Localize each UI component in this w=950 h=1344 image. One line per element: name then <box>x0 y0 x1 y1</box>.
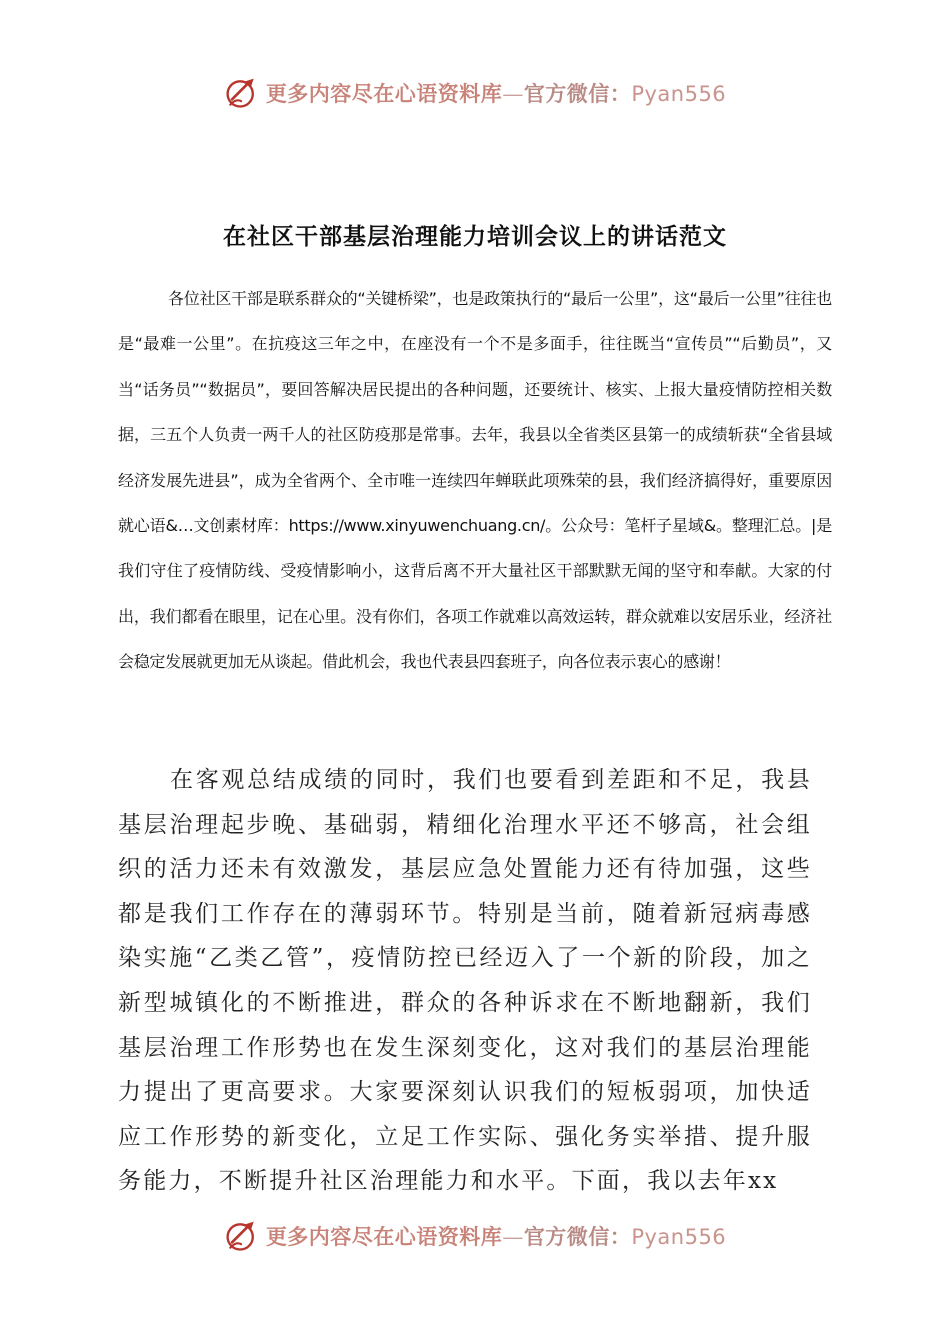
document-title: 在社区干部基层治理能力培训会议上的讲话范文 <box>223 224 727 250</box>
footer-brand: 更多内容尽在心语资料库 <box>265 1224 503 1249</box>
paragraph-1: 各位社区干部是联系群众的“关键桥梁”，也是政策执行的“最后一公里”，这“最后一公里”往往也是“最难一公里”。在抗疫这三年之中，在座没有一个不是多面手，往往既当“宣传员”“后勤员”，又当“话务员”“数据员”，要回答解决居民提出的各种问题，还要统计、核实、上报大量疫情防控相关数据，三五个人负责一两千人的社区防疫那是常事。去年，我县以全省类区县第一的成绩斩获“全省县域经济发展先进县”，成为全省两个、全市唯一连续四年蝉联此项殊荣的县，我们经济搞得好，重要原因就心语&…文创素材库：https://www.xinyuwenchuang.cn/。公众号：笔杆子星域&。整理汇总。|是我们守住了疫情防线、受疫情影响小，这背后离不开大量社区干部默默无闻的坚守和奉献。大家的付出，我们都看在眼里，记在心里。没有你们，各项工作就难以高效运转，群众就难以安居乐业，经济社会稳定发展就更加无从谈起。借此机会，我也代表县四套班子，向各位表示衷心的感谢！ <box>118 289 832 672</box>
footer-text <box>266 1221 726 1251</box>
paragraph-2: 在客观总结成绩的同时，我们也要看到差距和不足，我县基层治理起步晚、基础弱，精细化治理水平还不够高，社会组织的活力还未有效激发，基层应急处置能力还有待加强，这些都是我们工作存在的薄弱环节。特别是当前，随着新冠病毒感染实施“乙类乙管”，疫情防控已经迈入了一个新的阶段，加之新型城镇化的不断推进，群众的各种诉求在不断地翻新，我们基层治理工作形势也在发生深刻变化，这对我们的基层治理能力提出了更高要求。大家要深刻认识我们的短板弱项，加快适应工作形势的新变化，立足工作实际、强化务实举措、提升服务能力，不断提升社区治理能力和水平。下面，我以去年xx <box>118 767 812 1195</box>
header-label: 官方微信： <box>523 81 632 106</box>
header-dash: — <box>502 82 524 106</box>
footer-dash: — <box>502 1225 524 1249</box>
header-wechat-id: Pyan556 <box>631 82 727 106</box>
pen-logo-icon <box>224 75 260 111</box>
header-text <box>266 78 726 108</box>
footer-label: 官方微信： <box>523 1224 632 1249</box>
header-banner <box>0 71 950 115</box>
pen-logo-icon <box>224 1218 260 1254</box>
header-brand: 更多内容尽在心语资料库 <box>265 81 503 106</box>
footer-banner <box>0 1214 950 1258</box>
footer-wechat-id: Pyan556 <box>631 1225 727 1249</box>
